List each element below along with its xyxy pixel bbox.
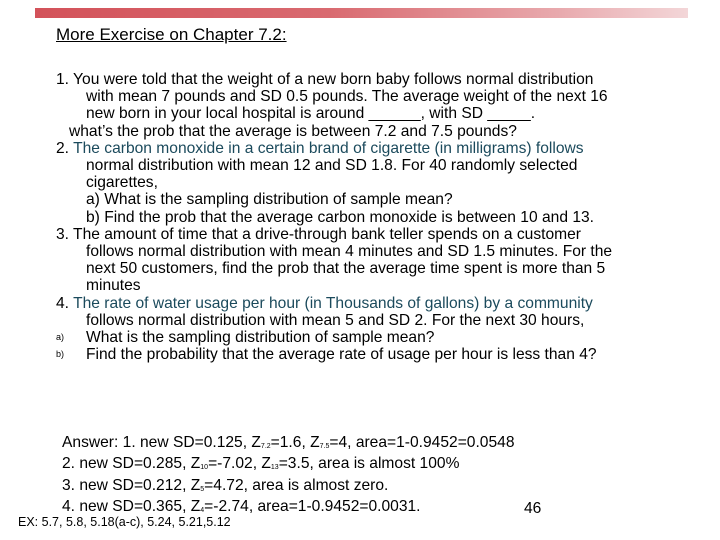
- exercise-references: EX: 5.7, 5.8, 5.18(a-c), 5.24, 5.21,5.12: [18, 515, 231, 529]
- answer-2: 2. new SD=0.285, $Z_{10}=-7.02$, $Z_{13}=3.5$, area is almost 100%: [62, 455, 460, 473]
- question-4: [56, 295, 696, 364]
- q4-part-a: [56, 329, 696, 346]
- q1-line-1: 1. You were told that the weight of a new born baby follows normal distribution: [56, 71, 594, 88]
- q3-line-1: 3. The amount of time that a drive-through bank teller spends on a customer: [56, 225, 581, 243]
- q4-line-2: follows normal distribution with mean 5 and SD 2. For the next 30 hours,: [86, 311, 585, 329]
- exercise-list: [56, 71, 696, 363]
- q2-line-1: The carbon monoxide in a certain brand of cigarette (in milligrams) follows: [73, 139, 584, 157]
- q2-part-a: a) What is the sampling distribution of sample mean?: [86, 191, 453, 209]
- q2-part-b: b) Find the prob that the average carbon monoxide is between 10 and 13.: [86, 208, 594, 226]
- answer-1: Answer: 1. new SD=0.125, $Z_{7.2}=1.6$, $Z_{7.5}=4$, area=1-0.9452=0.0548: [62, 434, 515, 451]
- question-1-text: [56, 71, 696, 123]
- q2-line-2: normal distribution with mean 12 and SD 1.8. For 40 randomly selected: [86, 157, 578, 175]
- question-2: [56, 140, 696, 226]
- q4-part-b-marker: b): [56, 349, 65, 360]
- question-1: [56, 71, 696, 140]
- question-4-text: [56, 295, 696, 329]
- q2-number: 2.: [56, 139, 70, 157]
- question-3: [56, 226, 696, 295]
- page-number: 46: [524, 500, 542, 517]
- q4-line-1: The rate of water usage per hour (in Thousands of gallons) by a community: [73, 294, 593, 312]
- q4-part-a-text: What is the sampling distribution of sample mean?: [86, 329, 435, 347]
- q2-line-3: cigarettes,: [86, 174, 158, 192]
- answer-3: 3. new SD=0.212, $Z_5=4.72$, area is almost zero.: [62, 476, 389, 494]
- q3-line-2: follows normal distribution with mean 4 minutes and SD 1.5 minutes. For the: [86, 243, 613, 261]
- answer-block: [62, 434, 515, 520]
- q1-line-2: with mean 7 pounds and SD 0.5 pounds. The average weight of the next 16: [86, 88, 608, 106]
- q4-number: 4.: [56, 294, 70, 312]
- slide-title: More Exercise on Chapter 7.2:: [56, 25, 287, 44]
- title-accent-bar: [35, 8, 688, 18]
- q4-part-b-text: Find the probability that the average rate of usage per hour is less than 4?: [86, 346, 597, 364]
- q4-part-a-marker: a): [56, 332, 65, 343]
- q1-line-3: new born in your local hospital is around ______, with SD _____.: [86, 105, 536, 123]
- q3-line-3: next 50 customers, find the prob that the average time spent is more than 5: [86, 260, 606, 278]
- question-2-text: [56, 140, 696, 192]
- q1-line-4: what’s the prob that the average is between 7.2 and 7.5 pounds?: [69, 122, 517, 140]
- answer-4: 4. new SD=0.365, $Z_4=-2.74$, area=1-0.9452=0.0031.: [62, 498, 421, 516]
- q3-line-4: minutes: [86, 277, 141, 295]
- question-3-text: [56, 226, 696, 295]
- q4-part-b: [56, 346, 696, 363]
